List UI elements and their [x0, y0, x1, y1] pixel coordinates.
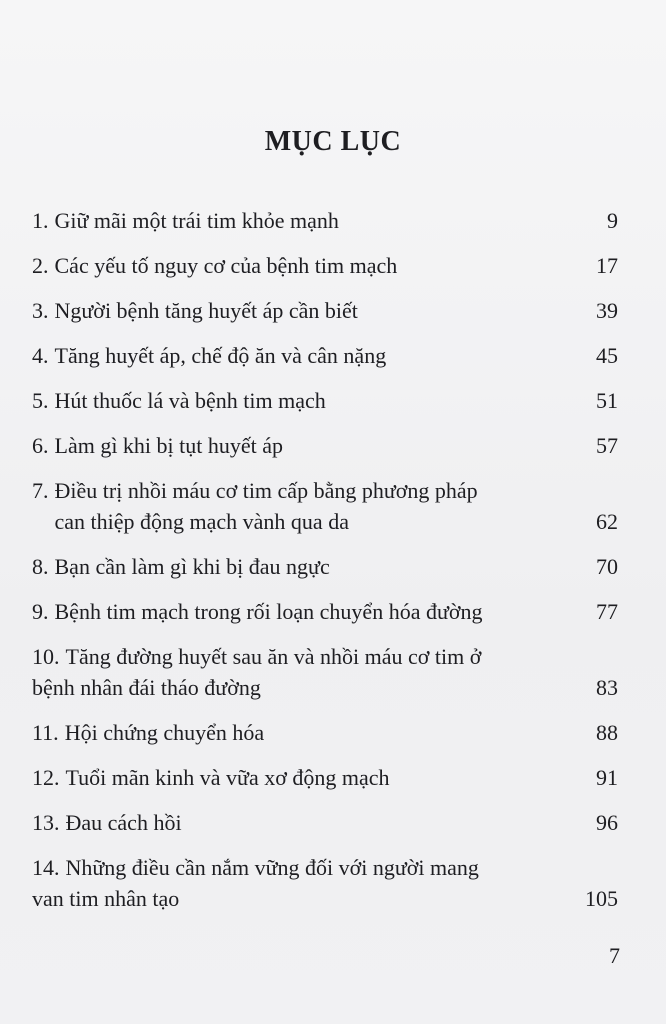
toc-entry-text: [32, 475, 586, 537]
toc-entry-number: 1.: [32, 208, 49, 233]
toc-entry-title-line: Tăng đường huyết sau ăn và nhồi máu cơ tim ở: [65, 644, 482, 669]
toc-entry-number: 12.: [32, 765, 60, 790]
toc-entry-text: [32, 717, 586, 748]
toc-entry-page: 17: [596, 253, 618, 278]
toc-entry-number: 14.: [32, 855, 60, 880]
toc-entry-text: [32, 596, 586, 627]
toc-entry-title: [66, 762, 587, 793]
toc-entry-number: 7.: [32, 478, 49, 503]
toc-entry-title-line: Tăng huyết áp, chế độ ăn và cân nặng: [54, 343, 387, 368]
toc-entry: [32, 385, 618, 416]
toc-entry-title: [55, 250, 587, 281]
toc-entry: [32, 295, 618, 326]
toc-entry-page: 62: [596, 509, 618, 534]
toc-entry-text: [32, 551, 586, 582]
toc-entry-title-line: Người bệnh tăng huyết áp cần biết: [54, 298, 358, 323]
toc-entry-title-line: Làm gì khi bị tụt huyết áp: [54, 433, 284, 458]
toc-entry: [32, 250, 618, 281]
toc-entry-title-line: Đau cách hồi: [65, 810, 182, 835]
toc-entry: [32, 551, 618, 582]
toc-entry-number: 13.: [32, 810, 60, 835]
toc-entry-page: 9: [607, 208, 618, 233]
toc-entry-text: [32, 385, 586, 416]
toc-entry-title: [55, 295, 587, 326]
toc-entry-text: [32, 852, 575, 914]
toc-entry-title: [66, 807, 587, 838]
toc-entry-title: [55, 340, 587, 371]
toc-entry: [32, 430, 618, 461]
page-number: 7: [609, 943, 620, 968]
toc-entry: [32, 807, 618, 838]
toc-entry-title: [55, 551, 587, 582]
toc-entry-number: 2.: [32, 253, 49, 278]
toc-entry-page: 88: [596, 720, 618, 745]
toc-entry-title-line: Bạn cần làm gì khi bị đau ngực: [54, 554, 330, 579]
toc-entry-page: 45: [596, 343, 618, 368]
toc-entry-title-line: Tuổi mãn kinh và vữa xơ động mạch: [65, 765, 390, 790]
toc-entry: [32, 641, 618, 703]
toc-entry-text: [32, 205, 597, 236]
toc-entry-text: [32, 641, 586, 703]
toc-entry-page: 57: [596, 433, 618, 458]
toc-entry: [32, 596, 618, 627]
toc-entry-number: 5.: [32, 388, 49, 413]
toc-entry-page: 96: [596, 810, 618, 835]
toc-entry-title: [55, 430, 587, 461]
toc-entry-title: [55, 596, 587, 627]
toc-entry: [32, 852, 618, 914]
toc-entry-title: [55, 475, 587, 537]
toc-entry-title: [65, 717, 586, 748]
toc-entry-title: [55, 205, 598, 236]
toc-entry: [32, 475, 618, 537]
toc-entry-number: 3.: [32, 298, 49, 323]
toc-entry: [32, 205, 618, 236]
toc-entry: [32, 762, 618, 793]
toc-entry-title-line: can thiệp động mạch vành qua da: [54, 509, 349, 534]
toc-entry-title-line: Hút thuốc lá và bệnh tim mạch: [54, 388, 326, 413]
toc-entry-text: [32, 340, 586, 371]
toc-entry-page: 77: [596, 599, 618, 624]
toc-entry-title-line: Các yếu tố nguy cơ của bệnh tim mạch: [54, 253, 398, 278]
toc-entry-page: 105: [585, 886, 618, 911]
toc-entry: [32, 340, 618, 371]
toc-entry-page: 51: [596, 388, 618, 413]
toc-entry-title-line: Giữ mãi một trái tim khỏe mạnh: [54, 208, 339, 233]
toc-entry-text: [32, 430, 586, 461]
toc-entry-page: 83: [596, 675, 618, 700]
page-title: MỤC LỤC: [264, 126, 402, 157]
table-of-contents: [32, 205, 618, 928]
toc-entry-number: 6.: [32, 433, 49, 458]
toc-entry-title-line: Hội chứng chuyển hóa: [64, 720, 265, 745]
toc-entry-title-line: Những điều cần nắm vững đối với người mang: [65, 855, 479, 880]
toc-entry-number: 4.: [32, 343, 49, 368]
toc-entry-title-line: bệnh nhân đái tháo đường: [32, 675, 261, 700]
toc-entry-title-line: van tim nhân tạo: [32, 886, 180, 911]
toc-entry-title-line: Điều trị nhồi máu cơ tim cấp bằng phương pháp: [54, 478, 478, 503]
toc-entry-page: 91: [596, 765, 618, 790]
toc-entry-number: 8.: [32, 554, 49, 579]
toc-entry: [32, 717, 618, 748]
toc-entry-text: [32, 807, 586, 838]
toc-entry-title-line: Bệnh tim mạch trong rối loạn chuyển hóa đường: [54, 599, 483, 624]
toc-entry-number: 11.: [32, 720, 59, 745]
toc-entry-title: [55, 385, 587, 416]
toc-entry-page: 39: [596, 298, 618, 323]
toc-entry-text: [32, 295, 586, 326]
toc-entry-number: 10.: [32, 644, 60, 669]
toc-entry-number: 9.: [32, 599, 49, 624]
toc-entry-text: [32, 250, 586, 281]
toc-entry-page: 70: [596, 554, 618, 579]
toc-entry-text: [32, 762, 586, 793]
